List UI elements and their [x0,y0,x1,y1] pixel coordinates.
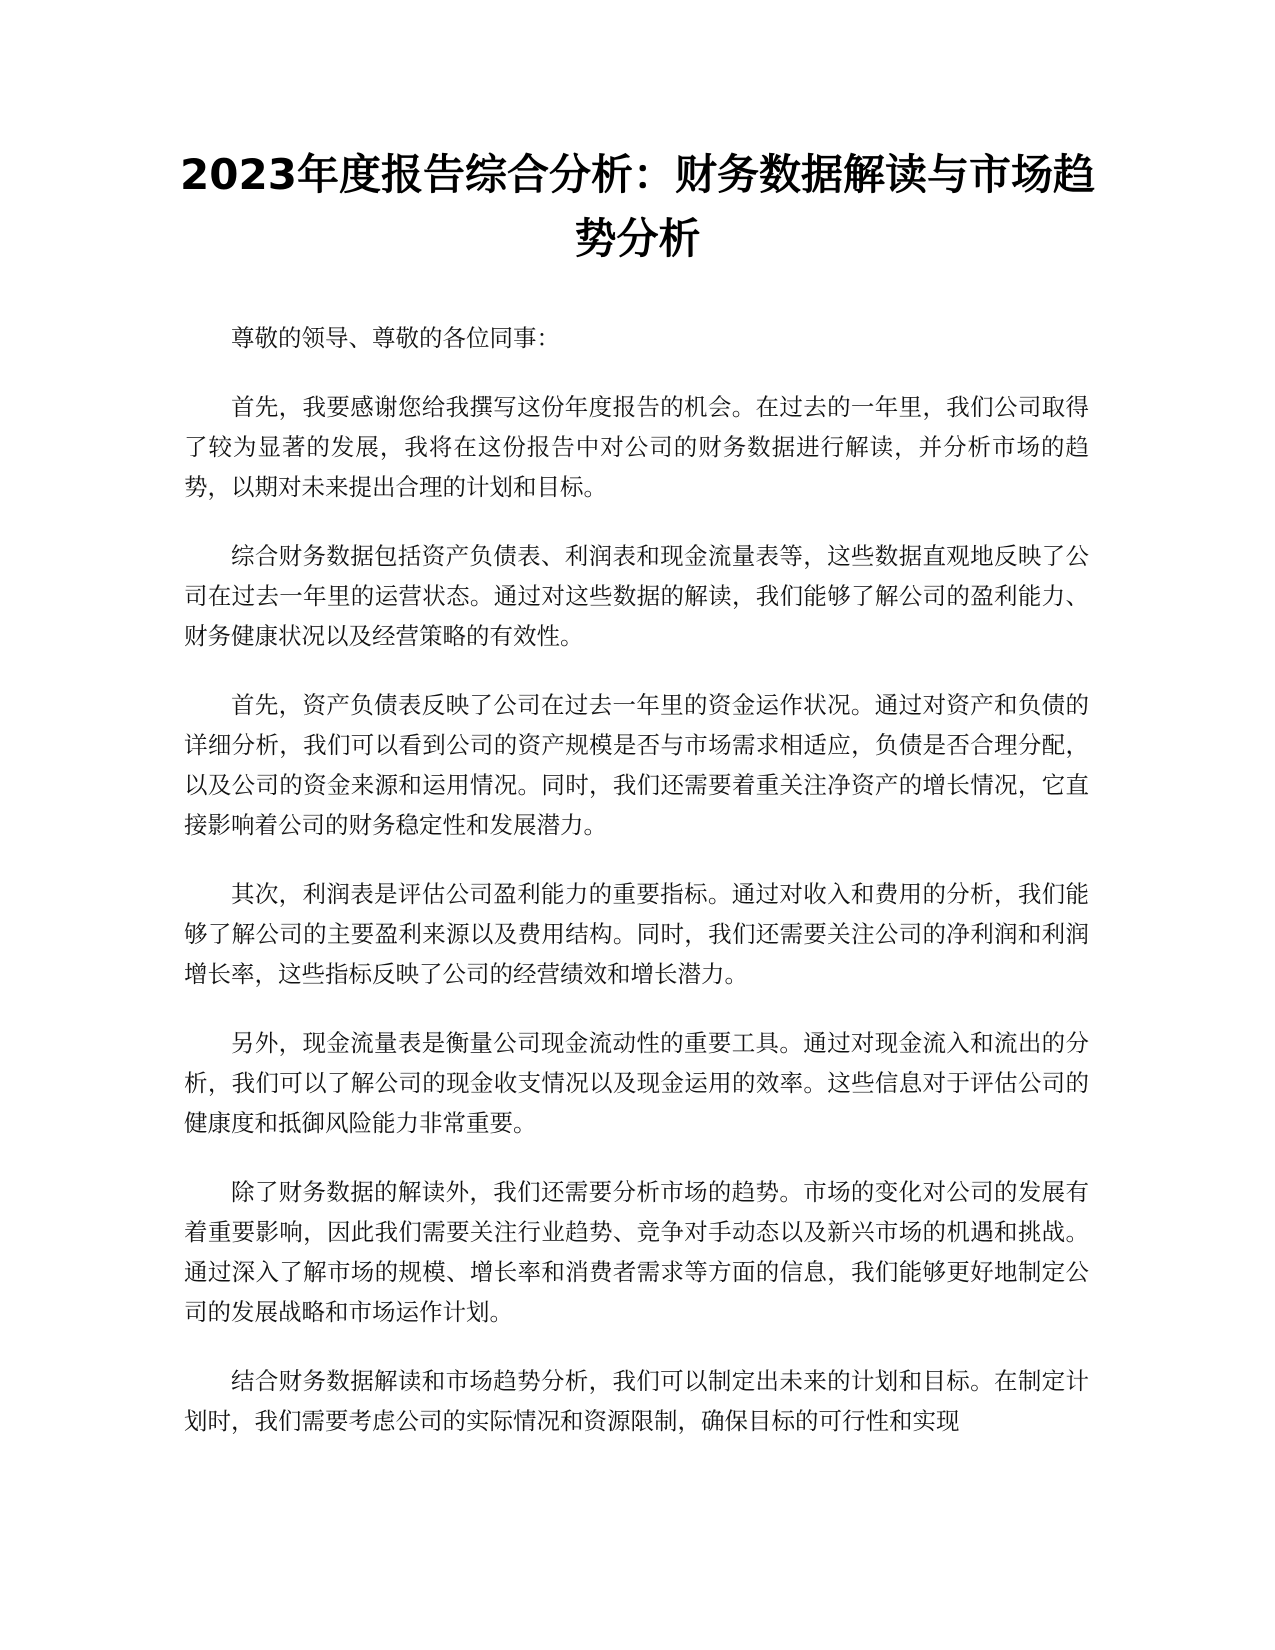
body-paragraph: 另外，现金流量表是衡量公司现金流动性的重要工具。通过对现金流入和流出的分析，我们可以了解公司的现金收支情况以及现金运用的效率。这些信息对于评估公司的健康度和抵御风险能力非常重要。 [184,1029,1089,1137]
body-paragraph: 结合财务数据解读和市场趋势分析，我们可以制定出未来的计划和目标。在制定计划时，我们需要考虑公司的实际情况和资源限制，确保目标的可行性和实现 [184,1367,1089,1435]
body-paragraph: 首先，资产负债表反映了公司在过去一年里的资金运作状况。通过对资产和负债的详细分析，我们可以看到公司的资产规模是否与市场需求相适应，负债是否合理分配，以及公司的资金来源和运用情况。同时，我们还需要着重关注净资产的增长情况，它直接影响着公司的财务稳定性和发展潜力。 [184,691,1089,839]
body-paragraph: 其次，利润表是评估公司盈利能力的重要指标。通过对收入和费用的分析，我们能够了解公司的主要盈利来源以及费用结构。同时，我们还需要关注公司的净利润和利润增长率，这些指标反映了公司的经营绩效和增长潜力。 [184,880,1089,988]
body-paragraph: 除了财务数据的解读外，我们还需要分析市场的趋势。市场的变化对公司的发展有着重要影响，因此我们需要关注行业趋势、竞争对手动态以及新兴市场的机遇和挑战。通过深入了解市场的规模、增长率和消费者需求等方面的信息，我们能够更好地制定公司的发展战略和市场运作计划。 [184,1178,1089,1326]
body-paragraph: 综合财务数据包括资产负债表、利润表和现金流量表等，这些数据直观地反映了公司在过去一年里的运营状态。通过对这些数据的解读，我们能够了解公司的盈利能力、财务健康状况以及经营策略的有效性。 [184,542,1089,650]
body-paragraph: 首先，我要感谢您给我撰写这份年度报告的机会。在过去的一年里，我们公司取得了较为显著的发展，我将在这份报告中对公司的财务数据进行解读，并分析市场的趋势，以期对未来提出合理的计划和目标。 [184,393,1089,501]
salutation-paragraph: 尊敬的领导、尊敬的各位同事： [231,324,560,352]
document-title: 2023年度报告综合分析：财务数据解读与市场趋势分析 [180,150,1095,263]
document-body [184,318,1089,1470]
